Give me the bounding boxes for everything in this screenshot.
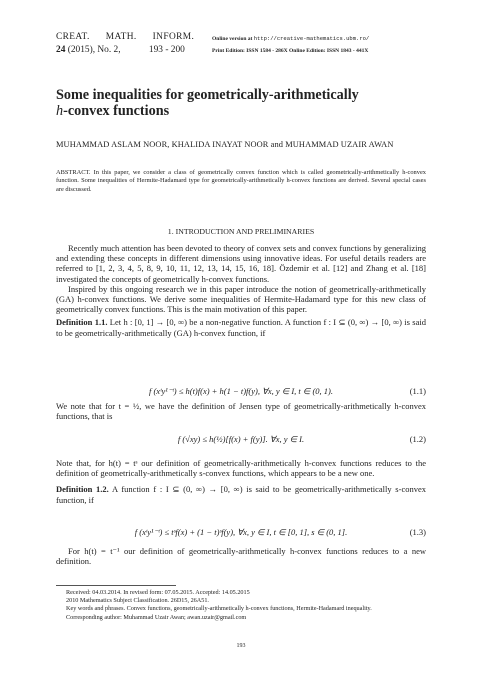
paragraph-intro: Recently much attention has been devoted to theory of convex sets and convex functions by generalizing and extending these concepts in different dimensions using innovative ideas. For useful details readers are referred to [1, 2, 3, 4, 5, 8, 9, 10, 11, 12, 13, 14, 15, 16, 18]. Özdemir et al. [12] and Zhang et al. [18] investigated the concepts of geometrically h-convex functions.	[56, 243, 426, 284]
definition-text: A function f : I ⊆ (0, ∞) → [0, ∞) is said to be geometrically-arithmetically s-convex function, if	[56, 484, 426, 505]
body-text-2	[56, 401, 426, 421]
equation-body: f (√xy) ≤ h(½)[f(x) + f(y)]. ∀x, y ∈ I.	[177, 434, 305, 444]
keywords: Key words and phrases. Convex functions, geometrically-arithmetically h-convex functions, Hermite-Hadamard inequality.	[66, 605, 372, 613]
section-heading: 1. INTRODUCTION AND PRELIMINARIES	[167, 227, 315, 236]
equation-number: (1.3)	[409, 527, 426, 537]
title-variable: h	[56, 102, 64, 119]
paper-title	[56, 88, 436, 119]
issue-year: (2015), No. 2,	[67, 44, 121, 55]
abstract	[56, 169, 426, 194]
paragraph-s-convex-note: Note that, for h(t) = tˢ our definition of geometrically-arithmetically h-convex functions reduces to the definition of geometrically-arithmetically s-convex functions, which appears to be a new one.	[56, 458, 426, 479]
print-edition: Print Edition: ISSN 1584 - 286X Online Edition: ISSN 1843 - 441X	[212, 48, 369, 54]
body-text-3	[56, 458, 426, 505]
journal-word: CREAT.	[56, 32, 90, 42]
body-text-1	[56, 243, 426, 338]
paragraph-jensen: We note that for t = ½, we have the definition of Jensen type of geometrically-arithmetically h-convex functions, that is	[56, 401, 426, 422]
abstract-label: ABSTRACT.	[56, 169, 91, 176]
edition-info	[212, 33, 369, 57]
definition-text: Let h : [0, 1] → [0, ∞) be a non-negative function. A function f : I ⊆ (0, ∞) → [0, ∞) is said to be geometrically-arithmetically (GA) h-convex function, if	[56, 317, 426, 338]
volume-number: 24	[56, 44, 66, 55]
online-label: Online version at	[212, 36, 253, 42]
abstract-text: In this paper, we consider a class of geometrically convex function which is called geometrically-arithmetically h-convex function. Some inequalities of Hermite-Hadamard type for geometrically-arithmetically h-convex functions are derived. Several special cases are discussed.	[56, 169, 426, 193]
footnote-rule	[56, 585, 176, 586]
page-range: 193 - 200	[148, 44, 185, 55]
paragraph-motivation: Inspired by this ongoing research we in this paper introduce the notion of geometrically-arithmetically (GA) h-convex functions. We derive some inequalities of Hermite-Hadamard type for this new class of geometrically convex functions. This is the main motivation of this paper.	[56, 283, 426, 315]
author-list: MUHAMMAD ASLAM NOOR, KHALIDA INAYAT NOOR and MUHAMMAD UZAIR AWAN	[56, 140, 394, 149]
equation-body: f (xᵗy¹⁻ᵗ) ≤ h(t)f(x) + h(1 − t)f(y), ∀x, y ∈ I, t ∈ (0, 1).	[148, 386, 333, 396]
paragraph-new-definition: For h(t) = t⁻¹ our definition of geometrically-arithmetically h-convex functions reduces to a new definition.	[56, 546, 426, 567]
equation-number: (1.1)	[409, 386, 426, 396]
corresponding-author: Corresponding author: Muhammad Uzair Awan; awan.uzair@gmail.com	[66, 613, 247, 621]
journal-header	[56, 31, 194, 56]
journal-word: MATH.	[105, 32, 137, 42]
title-line-1: Some inequalities for geometrically-arithmetically	[56, 87, 359, 103]
equation-number: (1.2)	[409, 434, 426, 444]
journal-word: INFORM.	[152, 32, 195, 42]
received-dates: Received: 04.03.2014. In revised form: 07.05.2015. Accepted: 14.05.2015	[66, 589, 250, 596]
body-text-4	[56, 546, 426, 566]
definition-label: Definition 1.1.	[56, 317, 108, 328]
msc-classification: 2010 Mathematics Subject Classification. 26D15, 26A51.	[66, 597, 209, 605]
equation-body: f (xᵗy¹⁻ᵗ) ≤ tˢf(x) + (1 − t)ˢf(y), ∀x, y ∈ I, t ∈ [0, 1], s ∈ (0, 1].	[134, 527, 348, 537]
definition-label: Definition 1.2.	[56, 484, 109, 495]
footnotes	[56, 585, 426, 622]
online-url: http://creative-mathematics.ubm.ro/	[253, 35, 370, 42]
page-number: 193	[236, 643, 246, 649]
title-line-2: -convex functions	[63, 102, 170, 119]
